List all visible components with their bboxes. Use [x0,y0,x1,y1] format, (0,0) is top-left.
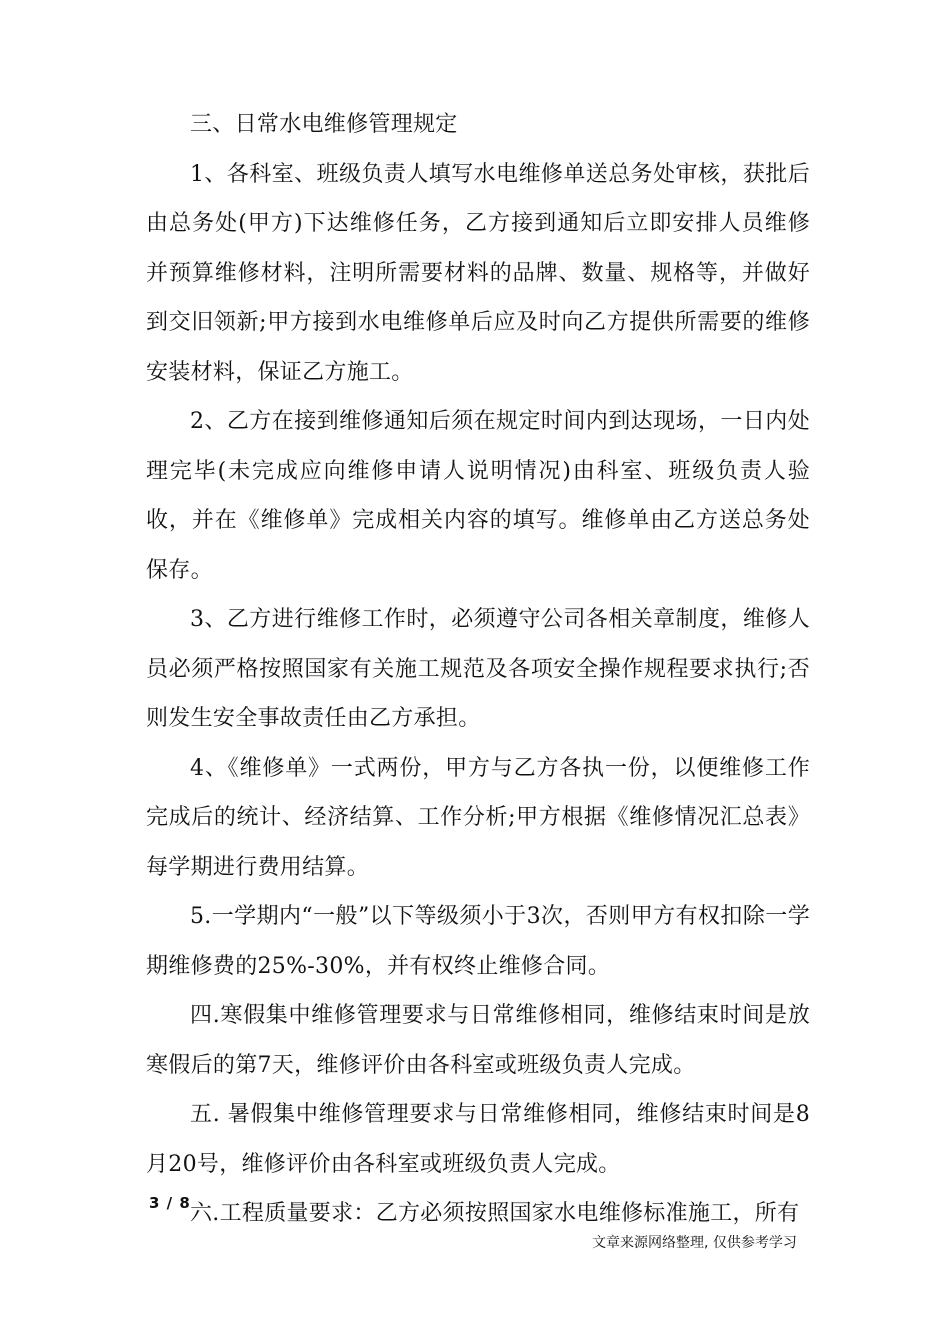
paragraph: 1、各科室、班级负责人填写水电维修单送总务处审核，获批后由总务处(甲方)下达维修任务，乙方接到通知后立即安排人员维修并预算维修材料，注明所需要材料的品牌、数量、规格等，并做好到交旧领新;甲方接到水电维修单后应及时向乙方提供所需要的维修安装材料，保证乙方施工。 [146,161,810,385]
paragraph: 2、乙方在接到维修通知后须在规定时间内到达现场，一日内处理完毕(未完成应向维修申请人说明情况)由科室、班级负责人验收，并在《维修单》完成相关内容的填写。维修单由乙方送总务处保存。 [146,409,810,583]
document-body [146,100,810,1239]
paragraph: 5.一学期内“一般”以下等级须小于3次，否则甲方有权扣除一学期维修费的25%-30%，并有权终止维修合同。 [146,904,810,979]
paragraph: 四.寒假集中维修管理要求与日常维修相同，维修结束时间是放寒假后的第7天，维修评价由各科室或班级负责人完成。 [146,1003,810,1078]
paragraph: 六.工程质量要求：乙方必须按照国家水电维修标准施工，所有 [190,1201,800,1226]
paragraph: 五. 暑假集中维修管理要求与日常维修相同，维修结束时间是8月20号，维修评价由各科室或班级负责人完成。 [146,1102,810,1177]
footer-note: 文章来源网络整理, 仅供参考学习 [592,1235,797,1251]
section-heading: 三、日常水电维修管理规定 [190,112,458,137]
paragraph: 4、《维修单》一式两份，甲方与乙方各执一份，以便维修工作完成后的统计、经济结算、工作分析;甲方根据《维修情况汇总表》每学期进行费用结算。 [146,755,810,880]
paragraph: 3、乙方进行维修工作时，必须遵守公司各相关章制度，维修人员必须严格按照国家有关施工规范及各项安全操作规程要求执行;否则发生安全事故责任由乙方承担。 [146,607,810,731]
page-number: 3 / 8 [149,1194,191,1212]
